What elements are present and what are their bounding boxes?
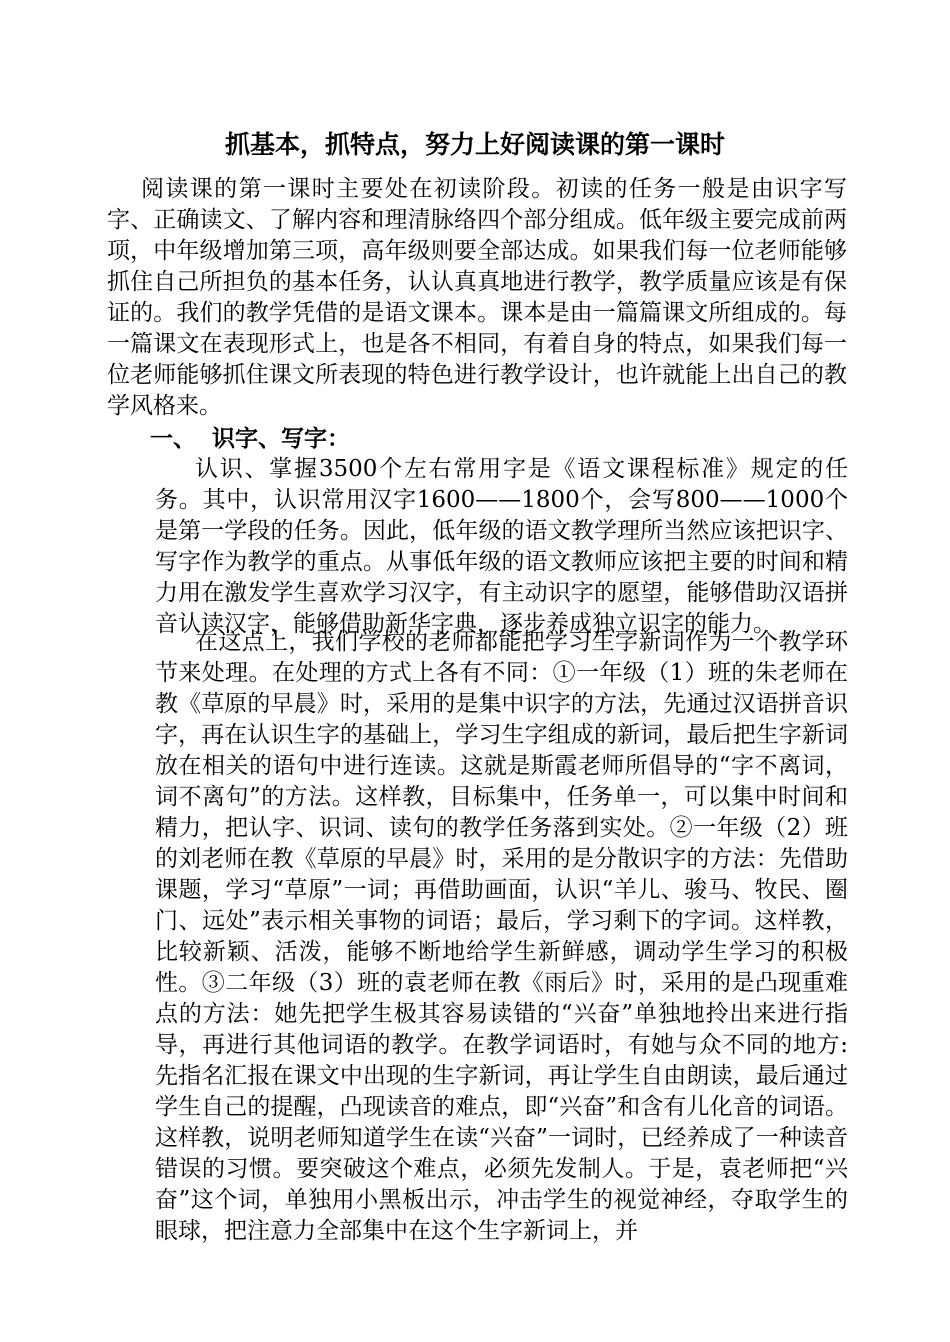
section-paragraph: 在这点上，我们学校的老师都能把学习生字新词作为一个教学环节来处理。在处理的方式上各有不同：①一年级（1）班的朱老师在教《草原的早晨》时，采用的是集中识字的方法，先通过汉语拼音识字，再在认识生字的基础上，学习生字组成的新词，最后把生字新词放在相关的语句中进行连读。这就是斯霞老师所倡导的“字不离词，词不离句”的方法。这样教，目标集中，任务单一，可以集中时间和精力，把认字、识词、读句的教学任务落到实处。②一年级（2）班的刘老师在教《草原的早晨》时，采用的是分散识字的方法：先借助课题，学习“草原”一词；再借助画面，认识“羊儿、骏马、牧民、圈门、远处”表示相关事物的词语；最后，学习剩下的字词。这样教，比较新颖、活泼，能够不断地给学生新鲜感，调动学生学习的积极性。③二年级（3）班的袁老师在教《雨后》时，采用的是凸现重难点的方法：她先把学生极其容易读错的“兴奋”单独地拎出来进行指导，再进行其他词语的教学。在教学词语时，有她与众不同的地方:先指名汇报在课文中出现的生字新词，再让学生自由朗读，最后通过学生自己的提醒，凸现读音的难点，即“兴奋”和含有儿化音的词语。这样教，说明老师知道学生在读“兴奋”一词时，已经养成了一种读音错误的习惯。要突破这个难点，必须先发制人。于是，袁老师把“兴奋”这个词，单独用小黑板出示，冲击学生的视觉神经，夺取学生的眼球，把注意力全部集中在这个生字新词上，并	[155, 629, 848, 1244]
section-paragraph: 认识、掌握3500个左右常用字是《语文课程标准》规定的任务。其中，认识常用汉字1600——1800个，会写800——1000个是第一学段的任务。因此，低年级的语文教学理所当然应该把识字、写字作为教学的重点。从事低年级的语文教师应该把主要的时间和精力用在激发学生喜欢学习汉字，有主动识字的愿望，能够借助汉语拼音认读汉字，能够借助新华字典，逐步养成独立识字的能力。	[155, 456, 848, 637]
intro-paragraph: 阅读课的第一课时主要处在初读阶段。初读的任务一般是由识字写字、正确读文、了解内容和理清脉络四个部分组成。低年级主要完成前两项，中年级增加第三项，高年级则要全部达成。如果我们每一位老师能够抓住自己所担负的基本任务，认认真真地进行教学，教学质量应该是有保证的。我们的教学凭借的是语文课本。课本是由一篇篇课文所组成的。每一篇课文在表现形式上，也是各不相同，有着自身的特点，如果我们每一位老师能够抓住课文所表现的特色进行教学设计，也许就能上出自己的教学风格来。	[107, 176, 847, 419]
document-title: 抓基本，抓特点，努力上好阅读课的第一课时	[224, 130, 725, 159]
section-heading: 一、 识字、写字：	[150, 425, 351, 452]
